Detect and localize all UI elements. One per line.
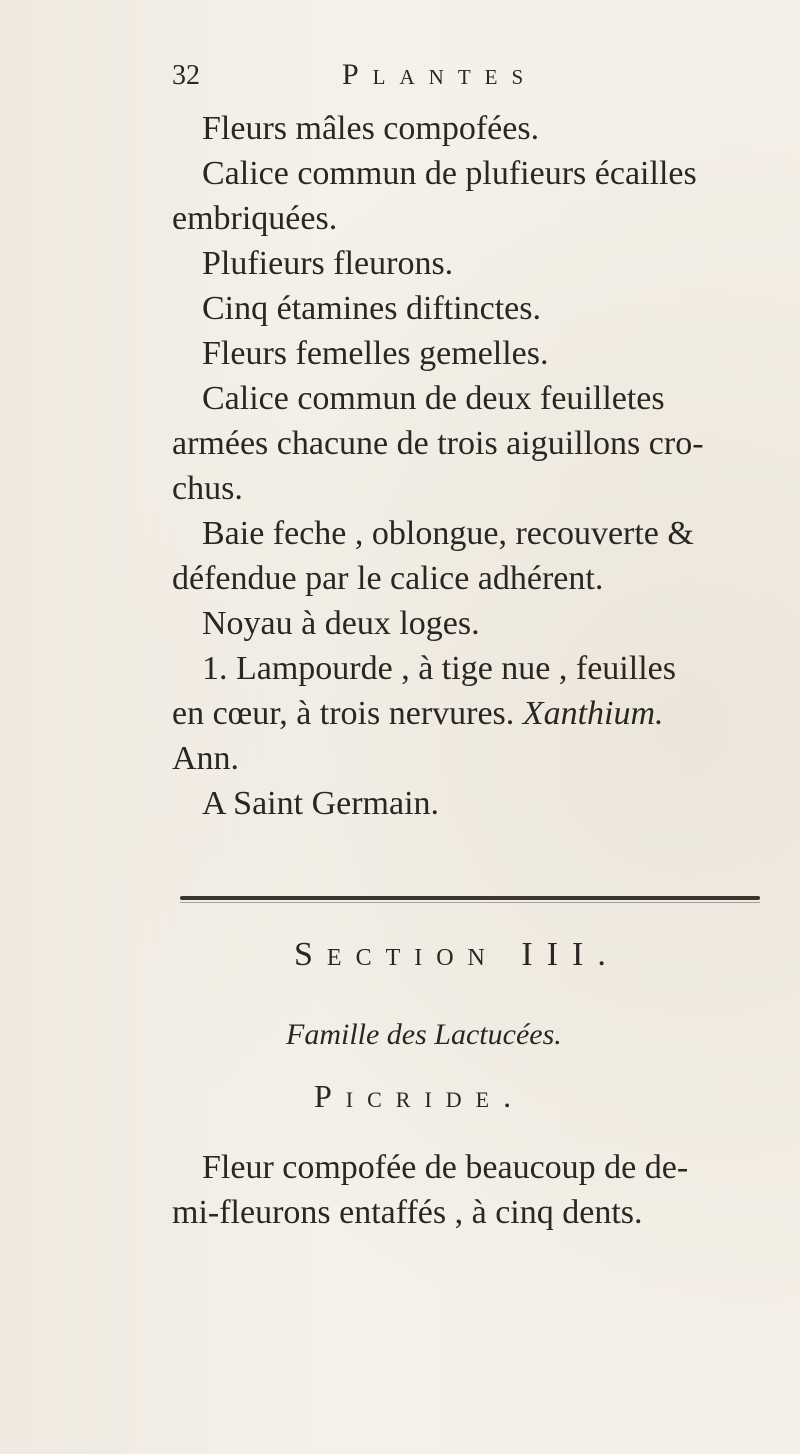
section-divider: [180, 896, 760, 900]
text-line: chus.: [172, 470, 243, 507]
family-title: Famille des Lactucées.: [286, 1018, 562, 1051]
text-line: Calice commun de plufieurs écailles: [202, 155, 697, 192]
page-number: 32: [172, 60, 200, 91]
running-title: Plantes: [342, 58, 538, 91]
text-line: Fleurs mâles compofées.: [202, 110, 540, 147]
text-line: Ann.: [172, 740, 240, 777]
latin-name: Xanthium.: [522, 695, 664, 732]
text-line: Baie feche , oblongue, recouverte &: [202, 515, 694, 552]
text-line: 1. Lampourde , à tige nue , feuilles: [202, 650, 676, 687]
text-line: Calice commun de deux feuilletes: [202, 380, 665, 417]
page-header: [172, 58, 612, 98]
text-segment: en cœur, à trois nervures.: [172, 695, 515, 732]
text-line: mi-fleurons entaffés , à cinq dents.: [172, 1194, 643, 1231]
genus-description: [172, 1145, 790, 1235]
description-text: [172, 106, 798, 826]
section-title: Section III.: [294, 936, 620, 973]
text-line: Noyau à deux loges.: [202, 605, 480, 642]
text-line: [172, 691, 798, 736]
text-line: Plufieurs fleurons.: [202, 245, 454, 282]
text-line: Fleurs femelles gemelles.: [202, 335, 549, 372]
genus-title: Picride.: [314, 1078, 526, 1114]
text-line: défendue par le calice adhérent.: [172, 560, 604, 597]
text-line: A Saint Germain.: [202, 785, 440, 822]
text-line: embriquées.: [172, 200, 338, 237]
text-line: armées chacune de trois aiguillons cro-: [172, 425, 704, 462]
text-line: Cinq étamines diftinctes.: [202, 290, 541, 327]
text-line: Fleur compofée de beaucoup de de-: [202, 1149, 689, 1186]
section-divider-thin: [180, 902, 760, 903]
